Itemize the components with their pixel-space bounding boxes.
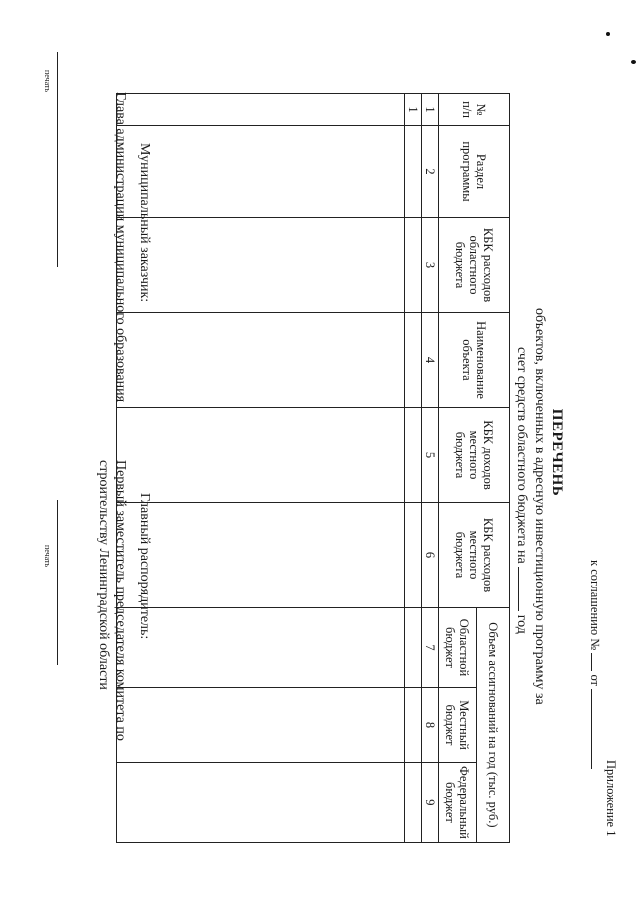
table-cell — [117, 503, 405, 608]
table-cell — [117, 126, 405, 218]
table-cell — [117, 408, 405, 503]
agreement-from: от — [588, 674, 602, 687]
customer-signature-line — [57, 52, 58, 267]
table-empty-row — [117, 94, 405, 843]
table-cell — [405, 313, 422, 408]
column-number: 4 — [422, 313, 439, 408]
table-cell — [117, 608, 405, 688]
distributor-signature-line — [57, 500, 58, 665]
table-cell — [405, 608, 422, 688]
column-number: 7 — [422, 608, 439, 688]
header-federal-budget: Федеральный бюджет — [439, 763, 477, 843]
heading-line-2-left: счет средств областного бюджета на — [514, 347, 529, 564]
table-cell — [117, 313, 405, 408]
column-number: 3 — [422, 218, 439, 313]
table-cell — [117, 763, 405, 843]
distributor-title-line-2: строительству Ленинградской области — [96, 460, 111, 690]
agreement-line — [587, 560, 602, 769]
table-number-row — [422, 94, 439, 843]
table-cell — [405, 763, 422, 843]
column-number: 1 — [422, 94, 439, 126]
customer-stamp-label: печать — [43, 70, 52, 93]
header-object-name: Наименование объекта — [439, 313, 510, 408]
header-kbk-local-income: КБК доходов местного бюджета — [439, 408, 510, 503]
table-cell — [405, 408, 422, 503]
distributor-title-line-1: Первый заместитель председателя комитета по — [113, 460, 128, 741]
header-allocation-group: Объем ассигнований на год (тыс. руб.) — [477, 608, 510, 843]
column-number: 2 — [422, 126, 439, 218]
table-cell — [405, 503, 422, 608]
header-kbk-regional-expenses: КБК расходов областного бюджета — [439, 218, 510, 313]
year-blank — [518, 567, 519, 611]
table-cell — [117, 688, 405, 763]
page-title: ПЕРЕЧЕНЬ — [549, 408, 565, 497]
agreement-prefix: к соглашению № — [588, 560, 602, 651]
header-section: Раздел программы — [439, 126, 510, 218]
heading-line-2 — [513, 347, 529, 634]
table-cell — [405, 126, 422, 218]
header-number: № п/п — [439, 94, 510, 126]
heading-line-1: объектов, включенных в адресную инвестиционную программу за — [532, 308, 547, 705]
column-number: 9 — [422, 763, 439, 843]
distributor-role: Главный распорядитель: — [137, 493, 152, 640]
customer-title: Глава администрации муниципального образования — [113, 92, 128, 403]
scan-dot — [631, 60, 636, 64]
table-header-row — [477, 94, 510, 843]
table-cell — [405, 688, 422, 763]
row-number-cell: 1 — [405, 94, 422, 126]
agreement-date-blank — [591, 689, 592, 769]
scan-dot — [606, 32, 610, 36]
objects-table — [116, 93, 510, 843]
annex-title: Приложение 1 — [604, 760, 618, 837]
table-cell — [405, 218, 422, 313]
column-number: 5 — [422, 408, 439, 503]
column-number: 8 — [422, 688, 439, 763]
header-local-budget: Местный бюджет — [439, 688, 477, 763]
table-cell — [117, 94, 405, 126]
header-kbk-local-expenses: КБК расходов местного бюджета — [439, 503, 510, 608]
header-regional-budget: Областной бюджет — [439, 608, 477, 688]
column-number: 6 — [422, 503, 439, 608]
heading-line-2-right: год — [514, 614, 529, 634]
table-row — [405, 94, 422, 843]
table-cell — [117, 218, 405, 313]
distributor-stamp-label: печать — [43, 545, 52, 568]
customer-role: Муниципальный заказчик: — [137, 143, 152, 303]
agreement-number-blank — [591, 653, 592, 671]
